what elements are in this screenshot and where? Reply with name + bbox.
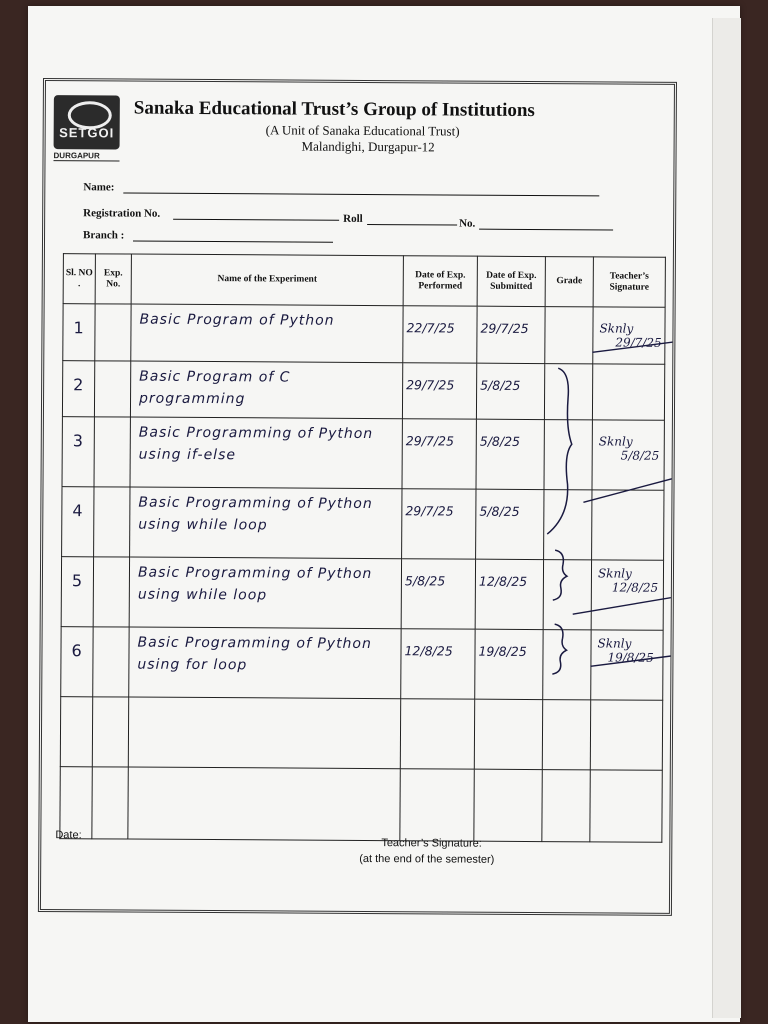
signature-strike-line xyxy=(592,336,674,353)
signature-strike-line xyxy=(590,652,674,667)
header-grade: Grade xyxy=(545,257,593,307)
logo-text: SETGOI xyxy=(59,125,115,141)
signature-strike-line xyxy=(573,594,674,615)
semester-note: (at the end of the semester) xyxy=(359,852,495,866)
row-sl: 3 xyxy=(62,417,94,487)
row-submitted: 19/8/25 xyxy=(475,629,543,699)
row-performed: 12/8/25 xyxy=(401,629,475,699)
row-submitted: 5/8/25 xyxy=(476,489,544,559)
brace-mark xyxy=(553,550,567,600)
handwritten-marks xyxy=(41,81,674,913)
signature-date: 19/8/25 xyxy=(607,650,654,665)
record-sheet-frame xyxy=(38,78,677,916)
header-date-submitted: Date of Exp. Submitted xyxy=(477,256,545,306)
registration-label: Registration No. xyxy=(83,207,161,220)
header-exp-no: Exp. No. xyxy=(95,254,131,304)
teacher-signature: Sknly xyxy=(599,321,634,336)
signature-date: 29/7/25 xyxy=(615,335,662,350)
row-experiment: Basic Programming of Python using while loop xyxy=(130,487,402,559)
signature-date: 5/8/25 xyxy=(620,448,660,463)
header-signature: Teacher’s Signature xyxy=(593,257,665,307)
institution-subtitle: (A Unit of Sanaka Educational Trust) xyxy=(265,122,460,139)
row-sl: 5 xyxy=(61,557,93,627)
row-experiment: Basic Program of Python xyxy=(131,304,403,363)
teacher-signature: Sknly xyxy=(597,636,632,651)
institution-address: Malandighi, Durgapur-12 xyxy=(301,138,435,155)
no-label: No. xyxy=(459,217,476,230)
header-sl-no: Sl. NO . xyxy=(63,254,95,304)
row-experiment: Basic Program of C programming xyxy=(130,361,402,419)
row-sl: 4 xyxy=(62,487,94,557)
date-label: Date: xyxy=(55,829,82,842)
teacher-signature: Sknly xyxy=(598,434,633,449)
header-date-performed: Date of Exp. Performed xyxy=(403,256,477,306)
row-submitted: 29/7/25 xyxy=(477,306,545,363)
header-experiment: Name of the Experiment xyxy=(131,254,403,306)
teacher-signature: Sknly xyxy=(597,566,632,581)
row-sl: 2 xyxy=(62,361,94,417)
logo-city: DURGAPUR xyxy=(53,151,119,161)
row-submitted: 12/8/25 xyxy=(475,559,543,629)
row-submitted: 5/8/25 xyxy=(476,419,544,489)
institution-name: Sanaka Educational Trust’s Group of Institutions xyxy=(133,97,535,122)
roll-label: Roll xyxy=(343,212,363,225)
branch-label: Branch : xyxy=(83,229,125,242)
signature-strike-line xyxy=(583,472,674,503)
row-performed: 22/7/25 xyxy=(403,306,477,363)
name-label: Name: xyxy=(83,181,115,194)
row-performed: 5/8/25 xyxy=(401,559,475,629)
brace-mark xyxy=(552,624,566,674)
row-experiment: Basic Programming of Python using if-else xyxy=(130,417,402,489)
row-performed: 29/7/25 xyxy=(402,419,476,489)
row-sl: 1 xyxy=(63,304,95,361)
row-submitted: 5/8/25 xyxy=(476,363,544,419)
paper-stack-edge xyxy=(712,18,741,1018)
row-performed: 29/7/25 xyxy=(402,363,476,419)
row-experiment: Basic Programming of Python using for loop xyxy=(129,627,401,699)
row-sl: 6 xyxy=(61,627,93,697)
row-performed: 29/7/25 xyxy=(402,489,476,559)
signature-date: 12/8/25 xyxy=(611,580,659,595)
brace-mark xyxy=(547,368,572,534)
row-experiment: Basic Programming of Python using while loop xyxy=(129,557,401,629)
teacher-signature-label: Teacher’s Signature: xyxy=(381,837,482,850)
